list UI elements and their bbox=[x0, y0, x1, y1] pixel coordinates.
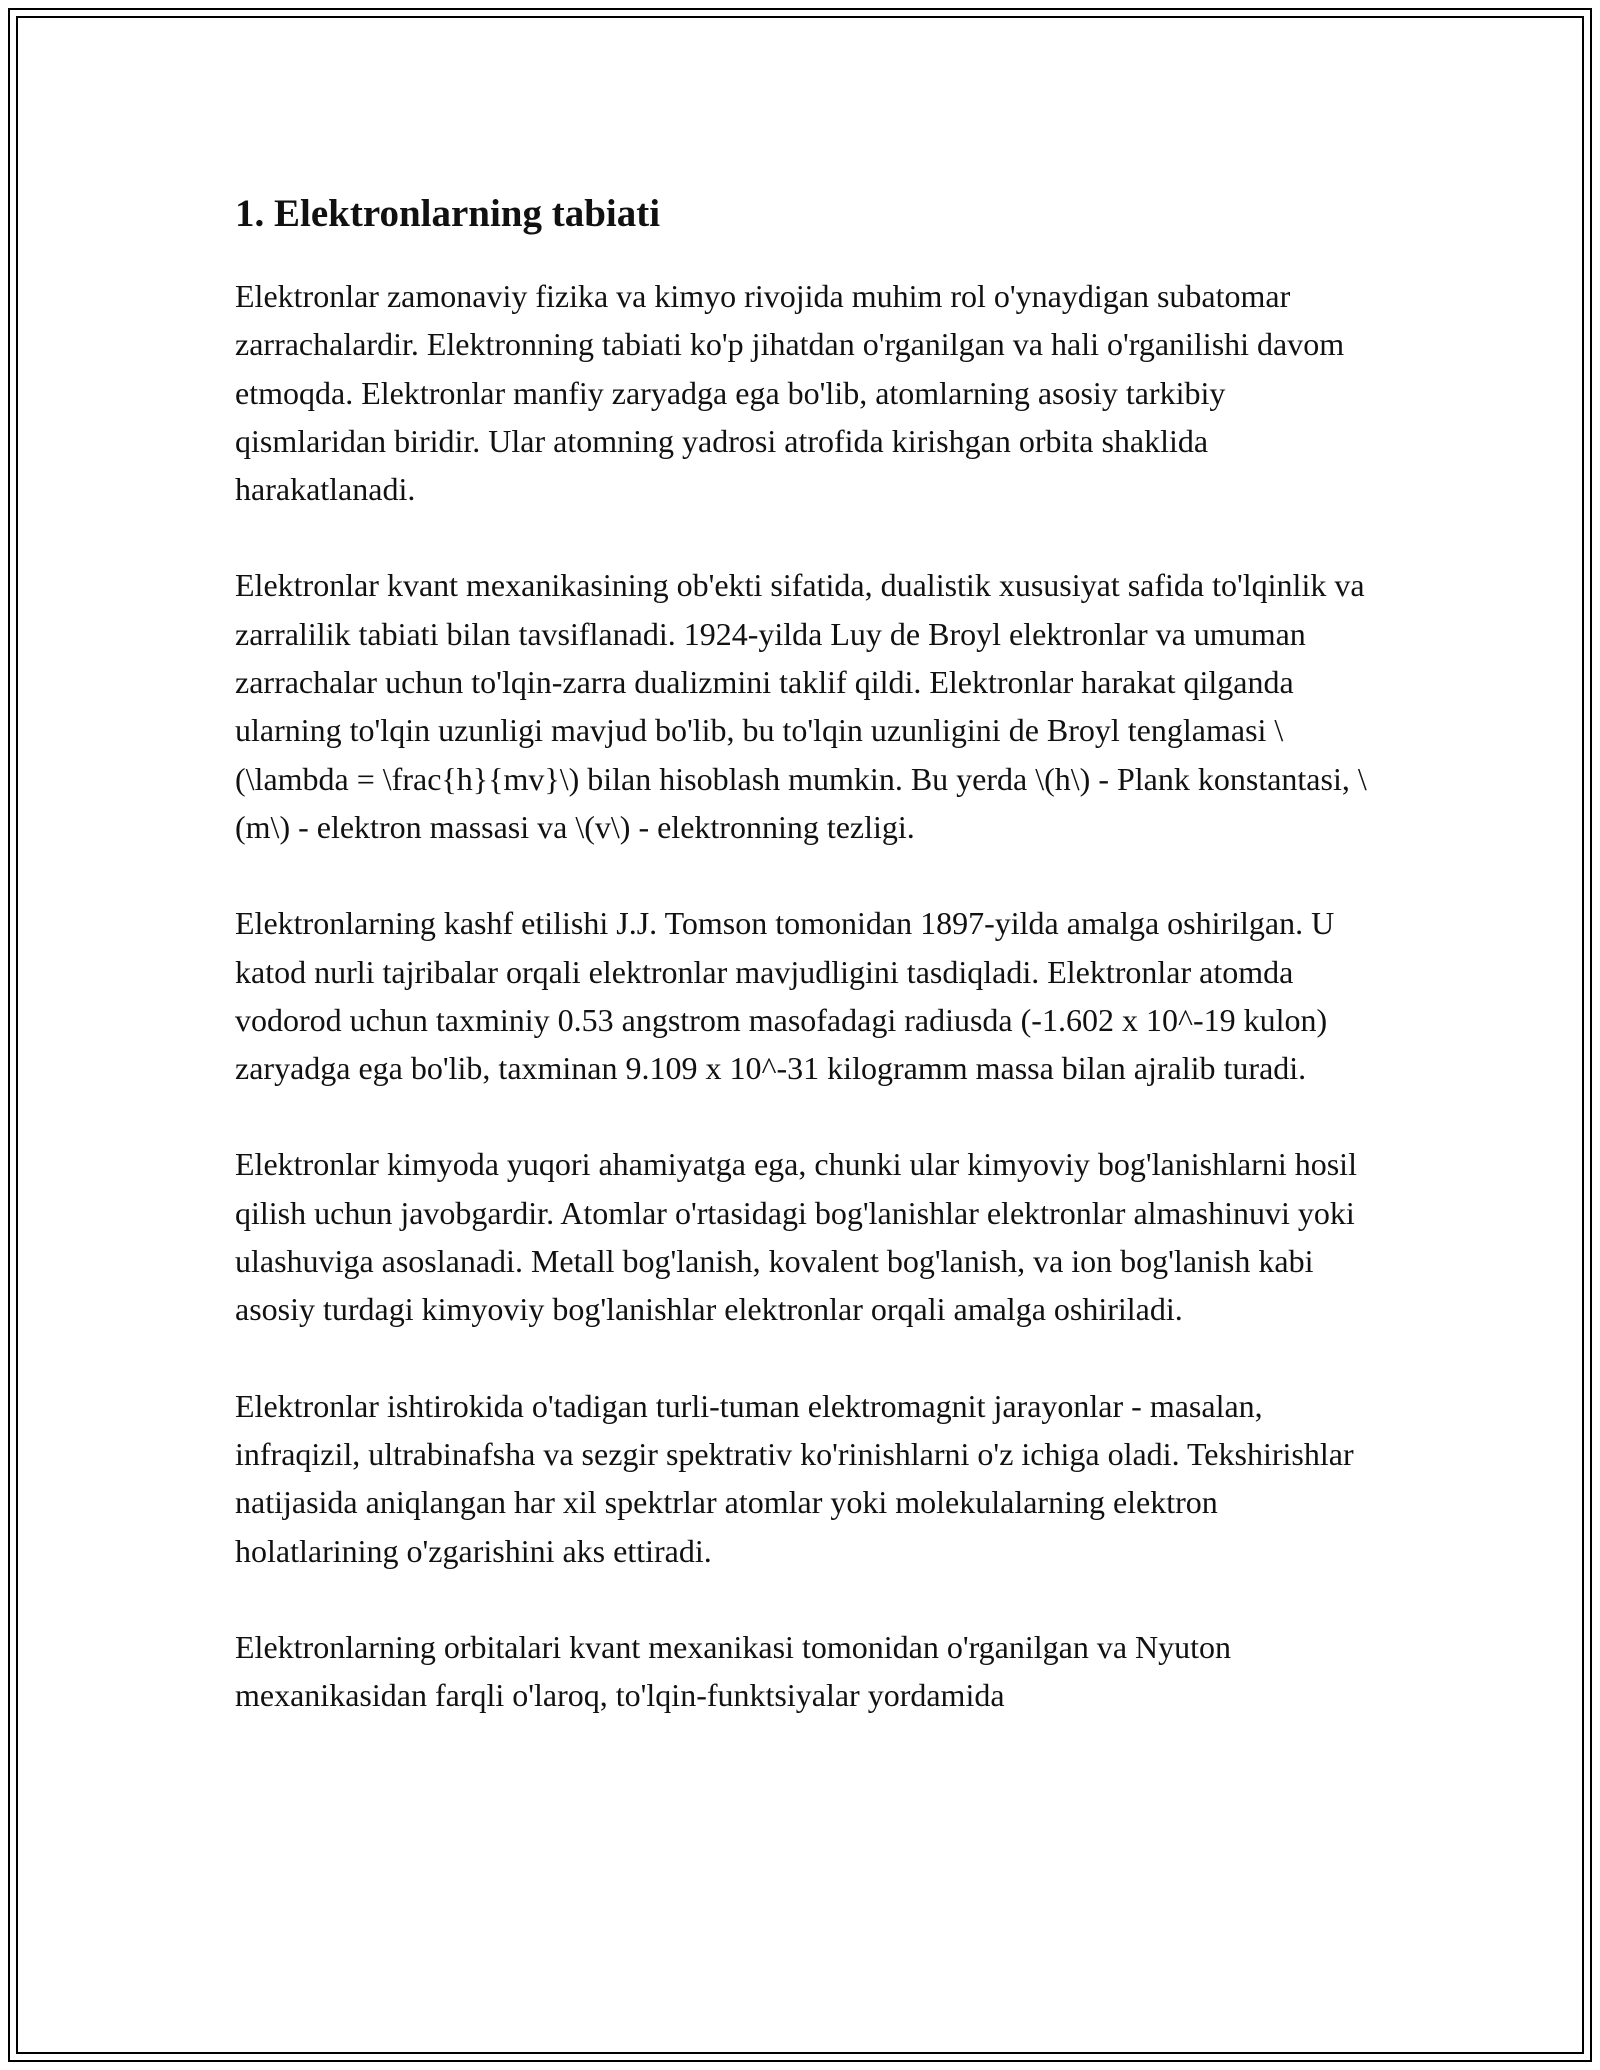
paragraph-3: Elektronlarning kashf etilishi J.J. Tomson tomonidan 1897-yilda amalga oshirilgan. U katod nurli tajribalar orqali elektronlar mavjudligini tasdiqladi. Elektronlar atomda vodorod uchun taxminiy 0.53 angstrom masofadagi radiusda (-1.602 x 10^-19 kulon) zaryadga ega bo'lib, taxminan 9.109 x 10^-31 kilogramm massa bilan ajralib turadi. bbox=[235, 905, 1335, 1087]
paragraph-4: Elektronlar kimyoda yuqori ahamiyatga ega, chunki ular kimyoviy bog'lanishlarni hosil qilish uchun javobgardir. Atomlar o'rtasidagi bog'lanishlar elektronlar almashinuvi yoki ulashuviga asoslanadi. Metall bog'lanish, kovalent bog'lanish, va ion bog'lanish kabi asosiy turdagi kimyoviy bog'lanishlar elektronlar orqali amalga oshiriladi. bbox=[235, 1146, 1357, 1328]
paragraph-6: Elektronlarning orbitalari kvant mexanikasi tomonidan o'rganilgan va Nyuton mexanikasidan farqli o'laroq, to'lqin-funktsiyalar yordamida bbox=[235, 1628, 1232, 1714]
section-heading: 1. Elektronlarning tabiati bbox=[235, 192, 661, 235]
paragraph-1: Elektronlar zamonaviy fizika va kimyo rivojida muhim rol o'ynaydigan subatomar zarrachalardir. Elektronning tabiati ko'p jihatdan o'rganilgan va hali o'rganilishi davom etmoqda. Elektronlar manfiy zaryadga ega bo'lib, atomlarning asosiy tarkibiy qismlaridan biridir. Ular atomning yadrosi atrofida kirishgan orbita shaklida harakatlanadi. bbox=[235, 278, 1345, 508]
paragraph-5: Elektronlar ishtirokida o'tadigan turli-tuman elektromagnit jarayonlar - masalan, infraqizil, ultrabinafsha va sezgir spektrativ ko'rinishlarni o'z ichiga oladi. Tekshirishlar natijasida aniqlangan har xil spektrlar atomlar yoki molekulalarning elektron holatlarining o'zgarishini aks ettiradi. bbox=[235, 1387, 1354, 1569]
document-body bbox=[235, 186, 1375, 1767]
paragraph-2: Elektronlar kvant mexanikasining ob'ekti sifatida, dualistik xususiyat safida to'lqinlik va zarralilik tabiati bilan tavsiflanadi. 1924-yilda Luy de Broyl elektronlar va umuman zarrachalar uchun to'lqin-zarra dualizmini taklif qildi. Elektronlar harakat qilganda ularning to'lqin uzunligi mavjud bo'lib, bu to'lqin uzunligini de Broyl tenglamasi \(\lambda = \frac{h}{mv}\) bilan hisoblash mumkin. Bu yerda \(h\) - Plank konstantasi, \(m\) - elektron massasi va \(v\) - elektronning tezligi. bbox=[235, 567, 1367, 845]
